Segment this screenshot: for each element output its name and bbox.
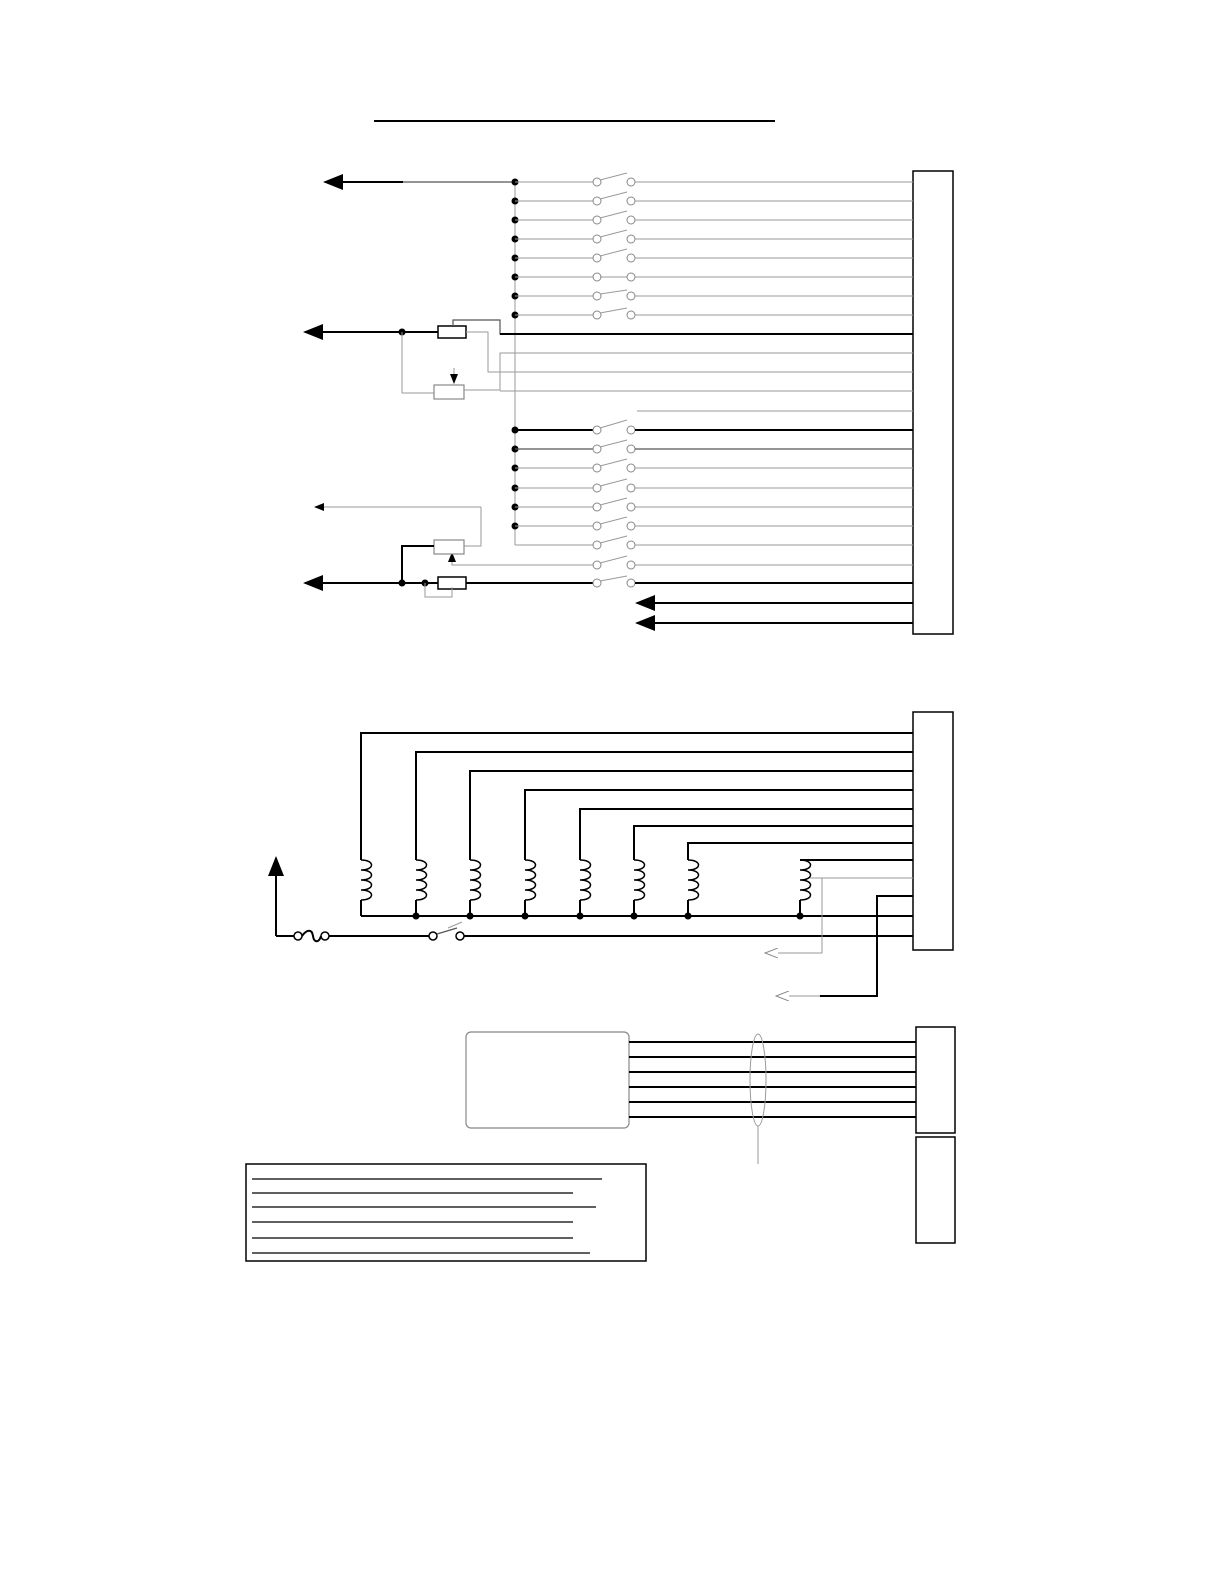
switch-row-7 — [512, 290, 914, 300]
switch-row-2 — [512, 192, 914, 205]
switch-row-13 — [512, 498, 914, 511]
switch-row-8 — [512, 308, 914, 319]
switch-row-14 — [512, 517, 914, 530]
harness-wires — [629, 1042, 916, 1117]
rheostat-1 — [438, 326, 466, 338]
switch-row-16 — [452, 553, 913, 569]
fuse-and-power-line — [276, 858, 913, 941]
rheostat-3 — [434, 540, 464, 554]
shielded-cable-icon — [750, 1034, 766, 1164]
switch-row-5 — [512, 249, 914, 262]
connector-c4 — [916, 1137, 955, 1243]
switch-row-1 — [512, 173, 914, 186]
upper-switch-bank — [512, 173, 914, 319]
relay-coil-5 — [580, 860, 591, 916]
relay-coil-7 — [688, 860, 699, 916]
lower-switch-bank — [452, 420, 913, 569]
connector-c1 — [913, 171, 953, 634]
relay-coil-8 — [800, 860, 811, 916]
switch-row-9 — [512, 420, 914, 434]
open-output-arrow-2 — [820, 896, 913, 996]
connector-c3 — [916, 1027, 955, 1133]
connector-c2 — [913, 712, 953, 950]
notes-box — [246, 1164, 646, 1261]
switch-row-10 — [512, 440, 914, 453]
relay-coil-1 — [361, 860, 372, 916]
switch-row-12 — [512, 479, 914, 492]
switch-row-3 — [512, 211, 914, 224]
relay-coil-4 — [525, 860, 536, 916]
switch-row-11 — [512, 459, 914, 472]
dimmer-rheostat-group — [305, 320, 913, 411]
relay-coil-section — [276, 712, 953, 996]
relay-coil-2 — [416, 860, 427, 916]
control-module — [466, 1032, 629, 1128]
switch-row-6 — [512, 273, 914, 281]
relay-coil-3 — [470, 860, 481, 916]
rheostat-2 — [434, 385, 464, 399]
switch-row-4 — [512, 230, 914, 243]
switch-and-rheostat-section — [305, 171, 953, 634]
fuse-icon — [294, 931, 329, 942]
switch-row-15 — [515, 536, 913, 549]
relay-coil-6 — [634, 860, 645, 916]
